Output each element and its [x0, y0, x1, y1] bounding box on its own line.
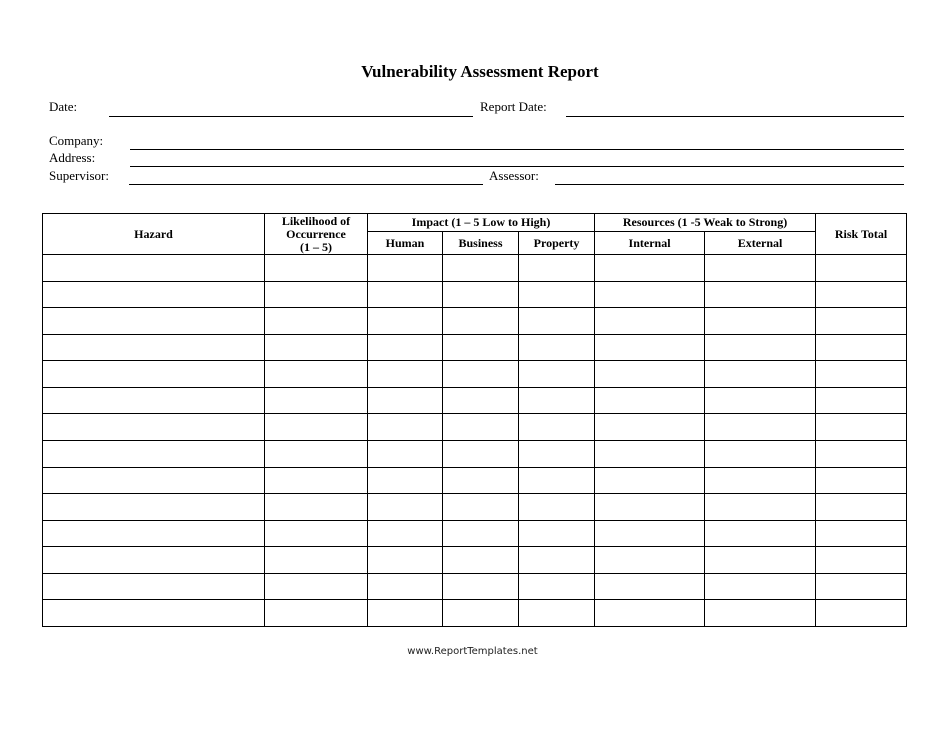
risk-total-cell[interactable]	[816, 281, 907, 308]
business-cell[interactable]	[443, 494, 519, 521]
report-date-field[interactable]	[566, 116, 904, 117]
hazard-cell[interactable]	[43, 414, 265, 441]
table-row	[43, 414, 907, 441]
internal-cell[interactable]	[595, 334, 705, 361]
internal-cell[interactable]	[595, 255, 705, 282]
internal-cell[interactable]	[595, 520, 705, 547]
risk-total-cell[interactable]	[816, 520, 907, 547]
risk-total-cell[interactable]	[816, 361, 907, 388]
hazard-cell[interactable]	[43, 467, 265, 494]
property-header: Property	[519, 232, 595, 255]
likelihood-header	[265, 214, 368, 255]
likelihood-cell[interactable]	[265, 520, 368, 547]
external-cell[interactable]	[705, 308, 816, 335]
table-row	[43, 308, 907, 335]
table-row	[43, 361, 907, 388]
internal-cell[interactable]	[595, 494, 705, 521]
property-cell[interactable]	[519, 573, 595, 600]
human-cell[interactable]	[368, 440, 443, 467]
business-cell[interactable]	[443, 334, 519, 361]
human-cell[interactable]	[368, 573, 443, 600]
human-cell[interactable]	[368, 600, 443, 627]
hazard-cell[interactable]	[43, 361, 265, 388]
risk-total-cell[interactable]	[816, 547, 907, 574]
business-cell[interactable]	[443, 573, 519, 600]
internal-cell[interactable]	[595, 573, 705, 600]
human-cell[interactable]	[368, 520, 443, 547]
company-field[interactable]	[130, 149, 904, 150]
external-cell[interactable]	[705, 387, 816, 414]
human-cell[interactable]	[368, 414, 443, 441]
external-cell[interactable]	[705, 334, 816, 361]
internal-cell[interactable]	[595, 414, 705, 441]
page-title: Vulnerability Assessment Report	[361, 62, 599, 81]
internal-cell[interactable]	[595, 467, 705, 494]
business-header: Business	[443, 232, 519, 255]
human-cell[interactable]	[368, 547, 443, 574]
likelihood-cell[interactable]	[265, 547, 368, 574]
likelihood-cell[interactable]	[265, 281, 368, 308]
likelihood-header-line1: Likelihood of	[281, 213, 351, 228]
business-cell[interactable]	[443, 414, 519, 441]
risk-total-cell[interactable]	[816, 255, 907, 282]
internal-header: Internal	[595, 232, 705, 255]
hazard-cell[interactable]	[43, 308, 265, 335]
hazard-cell[interactable]	[43, 494, 265, 521]
external-cell[interactable]	[705, 361, 816, 388]
address-label: Address:	[49, 150, 96, 165]
likelihood-cell[interactable]	[265, 414, 368, 441]
internal-cell[interactable]	[595, 281, 705, 308]
business-cell[interactable]	[443, 467, 519, 494]
internal-cell[interactable]	[595, 387, 705, 414]
table-row	[43, 547, 907, 574]
property-cell[interactable]	[519, 387, 595, 414]
supervisor-field[interactable]	[129, 184, 483, 185]
external-cell[interactable]	[705, 520, 816, 547]
table-row	[43, 387, 907, 414]
external-cell[interactable]	[705, 467, 816, 494]
likelihood-cell[interactable]	[265, 440, 368, 467]
table-row	[43, 440, 907, 467]
external-cell[interactable]	[705, 414, 816, 441]
likelihood-cell[interactable]	[265, 467, 368, 494]
business-cell[interactable]	[443, 440, 519, 467]
hazard-cell[interactable]	[43, 573, 265, 600]
human-header: Human	[368, 232, 443, 255]
business-cell[interactable]	[443, 600, 519, 627]
human-cell[interactable]	[368, 361, 443, 388]
risk-total-cell[interactable]	[816, 494, 907, 521]
property-cell[interactable]	[519, 467, 595, 494]
human-cell[interactable]	[368, 308, 443, 335]
risk-total-cell[interactable]	[816, 334, 907, 361]
hazard-cell[interactable]	[43, 334, 265, 361]
property-cell[interactable]	[519, 520, 595, 547]
external-cell[interactable]	[705, 547, 816, 574]
company-label: Company:	[49, 133, 104, 148]
assessor-label: Assessor:	[489, 168, 539, 183]
human-cell[interactable]	[368, 255, 443, 282]
supervisor-label: Supervisor:	[49, 168, 109, 183]
external-header: External	[705, 232, 816, 255]
hazard-cell[interactable]	[43, 520, 265, 547]
external-cell[interactable]	[705, 494, 816, 521]
property-cell[interactable]	[519, 547, 595, 574]
hazard-cell[interactable]	[43, 547, 265, 574]
hazard-cell[interactable]	[43, 387, 265, 414]
likelihood-cell[interactable]	[265, 361, 368, 388]
likelihood-cell[interactable]	[265, 308, 368, 335]
table-row	[43, 600, 907, 627]
hazard-header: Hazard	[43, 214, 265, 255]
property-cell[interactable]	[519, 440, 595, 467]
property-cell[interactable]	[519, 281, 595, 308]
table-row	[43, 255, 907, 282]
external-cell[interactable]	[705, 255, 816, 282]
property-cell[interactable]	[519, 308, 595, 335]
hazard-cell[interactable]	[43, 255, 265, 282]
table-row	[43, 494, 907, 521]
external-cell[interactable]	[705, 440, 816, 467]
likelihood-cell[interactable]	[265, 255, 368, 282]
business-cell[interactable]	[443, 255, 519, 282]
likelihood-cell[interactable]	[265, 494, 368, 521]
business-cell[interactable]	[443, 281, 519, 308]
external-cell[interactable]	[705, 600, 816, 627]
human-cell[interactable]	[368, 281, 443, 308]
hazard-cell[interactable]	[43, 440, 265, 467]
hazard-cell[interactable]	[43, 600, 265, 627]
table-body	[43, 255, 907, 627]
table-row	[43, 573, 907, 600]
risk-total-header: Risk Total	[816, 214, 907, 255]
risk-total-cell[interactable]	[816, 573, 907, 600]
business-cell[interactable]	[443, 308, 519, 335]
property-cell[interactable]	[519, 334, 595, 361]
human-cell[interactable]	[368, 387, 443, 414]
hazard-cell[interactable]	[43, 281, 265, 308]
internal-cell[interactable]	[595, 547, 705, 574]
address-field[interactable]	[130, 166, 904, 167]
business-cell[interactable]	[443, 387, 519, 414]
property-cell[interactable]	[519, 255, 595, 282]
property-cell[interactable]	[519, 414, 595, 441]
likelihood-cell[interactable]	[265, 387, 368, 414]
resources-header: Resources (1 -5 Weak to Strong)	[595, 214, 816, 232]
human-cell[interactable]	[368, 467, 443, 494]
likelihood-cell[interactable]	[265, 334, 368, 361]
likelihood-cell[interactable]	[265, 573, 368, 600]
assessment-table	[42, 213, 907, 627]
human-cell[interactable]	[368, 494, 443, 521]
risk-total-cell[interactable]	[816, 600, 907, 627]
report-date-label: Report Date:	[480, 99, 547, 114]
external-cell[interactable]	[705, 281, 816, 308]
external-cell[interactable]	[705, 573, 816, 600]
impact-header: Impact (1 – 5 Low to High)	[368, 214, 595, 232]
assessor-field[interactable]	[555, 184, 904, 185]
business-cell[interactable]	[443, 520, 519, 547]
property-cell[interactable]	[519, 361, 595, 388]
risk-total-cell[interactable]	[816, 440, 907, 467]
risk-total-cell[interactable]	[816, 414, 907, 441]
date-label: Date:	[49, 99, 78, 114]
risk-total-cell[interactable]	[816, 308, 907, 335]
risk-total-cell[interactable]	[816, 387, 907, 414]
likelihood-header-line3: (1 – 5)	[300, 239, 332, 254]
internal-cell[interactable]	[595, 600, 705, 627]
risk-total-cell[interactable]	[816, 467, 907, 494]
property-cell[interactable]	[519, 600, 595, 627]
internal-cell[interactable]	[595, 361, 705, 388]
internal-cell[interactable]	[595, 308, 705, 335]
table-row	[43, 334, 907, 361]
business-cell[interactable]	[443, 361, 519, 388]
date-field[interactable]	[109, 116, 473, 117]
likelihood-header-line2: Occurrence	[286, 226, 346, 241]
table-row	[43, 467, 907, 494]
internal-cell[interactable]	[595, 440, 705, 467]
property-cell[interactable]	[519, 494, 595, 521]
table-row	[43, 281, 907, 308]
business-cell[interactable]	[443, 547, 519, 574]
likelihood-cell[interactable]	[265, 600, 368, 627]
human-cell[interactable]	[368, 334, 443, 361]
table-row	[43, 520, 907, 547]
footer-website: www.ReportTemplates.net	[407, 646, 538, 657]
